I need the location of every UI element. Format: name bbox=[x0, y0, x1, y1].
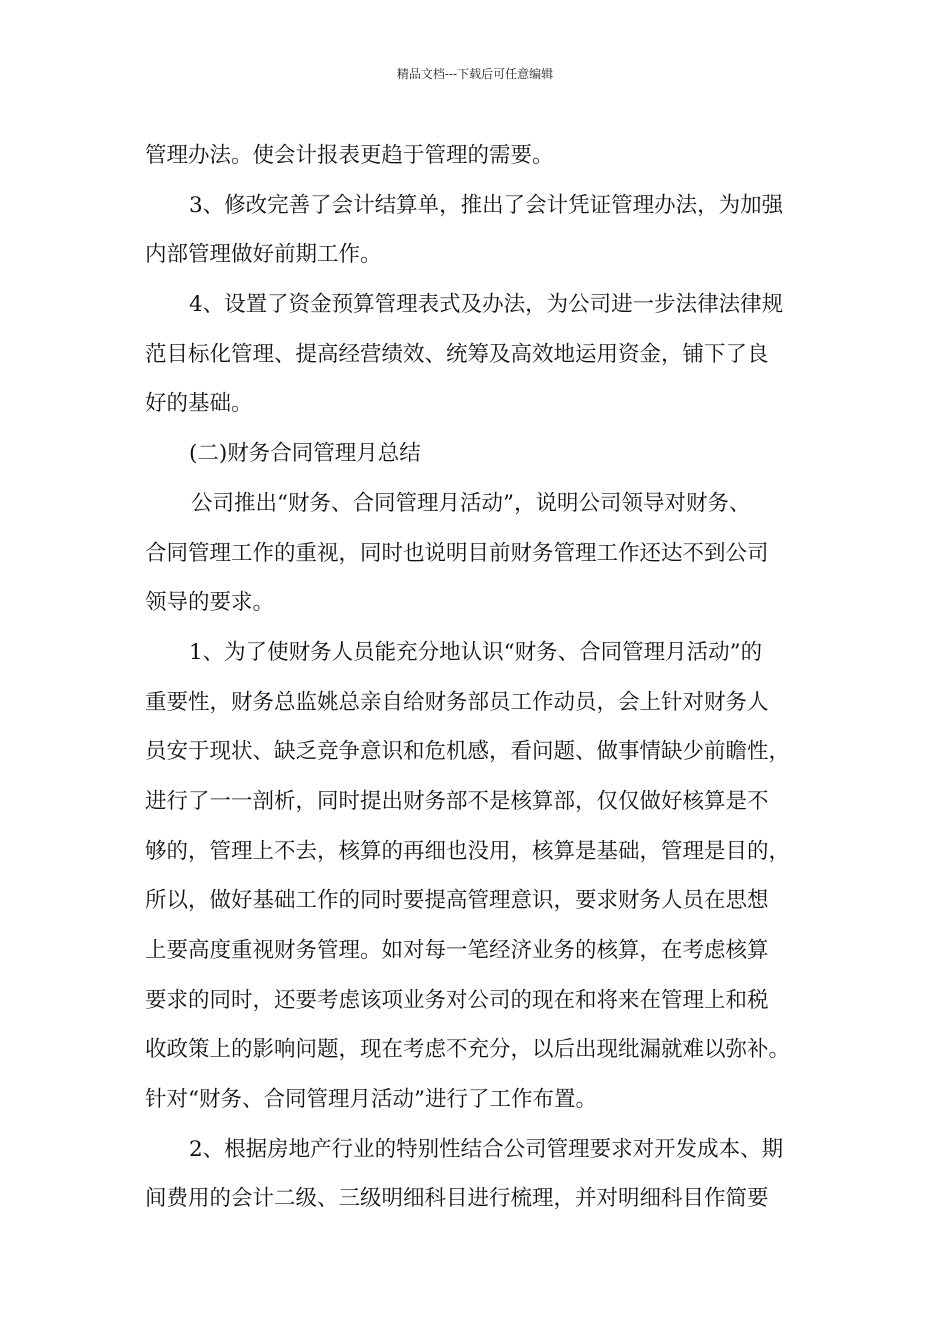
paragraph-line: 合同管理工作的重视，同时也说明目前财务管理工作还达不到公司 bbox=[145, 540, 769, 566]
paragraph-line: 2、根据房地产行业的特别性结合公司管理要求对开发成本、期 bbox=[189, 1136, 784, 1162]
paragraph-line: 针对“财务、合同管理月活动”进行了工作布置。 bbox=[145, 1087, 597, 1113]
paragraph-line: 收政策上的影响问题，现在考虑不充分，以后出现纰漏就难以弥补。 bbox=[145, 1037, 791, 1063]
paragraph-line: 进行了一一剖析，同时提出财务部不是核算部，仅仅做好核算是不 bbox=[145, 788, 769, 814]
paragraph-line: 间费用的会计二级、三级明细科目进行梳理，并对明细科目作简要 bbox=[145, 1186, 769, 1212]
paragraph-line: 够的，管理上不去，核算的再细也没用，核算是基础，管理是目的， bbox=[145, 838, 791, 864]
paragraph-line: 员安于现状、缺乏竞争意识和危机感，看问题、做事情缺少前瞻性， bbox=[145, 739, 791, 765]
paragraph-line: 好的基础。 bbox=[145, 391, 253, 417]
paragraph-line: 公司推出“财务、合同管理月活动”，说明公司领导对财务、 bbox=[191, 490, 751, 516]
paragraph-line: 上要高度重视财务管理。如对每一笔经济业务的核算，在考虑核算 bbox=[145, 938, 769, 963]
paragraph-line: 所以，做好基础工作的同时要提高管理意识，要求财务人员在思想 bbox=[145, 888, 769, 914]
page-header: 精品文档---下载后可任意编辑 bbox=[396, 67, 554, 81]
paragraph-line: 重要性，财务总监姚总亲自给财务部员工作动员，会上针对财务人 bbox=[145, 689, 769, 715]
paragraph-line: 内部管理做好前期工作。 bbox=[145, 242, 382, 268]
paragraph-line: 要求的同时，还要考虑该项业务对公司的现在和将来在管理上和税 bbox=[145, 987, 769, 1013]
section-heading: (二)财务合同管理月总结 bbox=[189, 441, 421, 467]
paragraph-line: 1、为了使财务人员能充分地认识“财务、合同管理月活动”的 bbox=[189, 639, 763, 665]
paragraph-line: 4、设置了资金预算管理表式及办法，为公司进一步法律法律规 bbox=[189, 292, 784, 318]
paragraph-line: 管理办法。使会计报表更趋于管理的需要。 bbox=[145, 143, 554, 168]
document-body bbox=[145, 131, 809, 1224]
paragraph-line: 领导的要求。 bbox=[145, 590, 275, 616]
paragraph-line: 范目标化管理、提高经营绩效、统筹及高效地运用资金，铺下了良 bbox=[145, 341, 769, 367]
paragraph-line: 3、修改完善了会计结算单，推出了会计凭证管理办法，为加强 bbox=[189, 192, 784, 218]
